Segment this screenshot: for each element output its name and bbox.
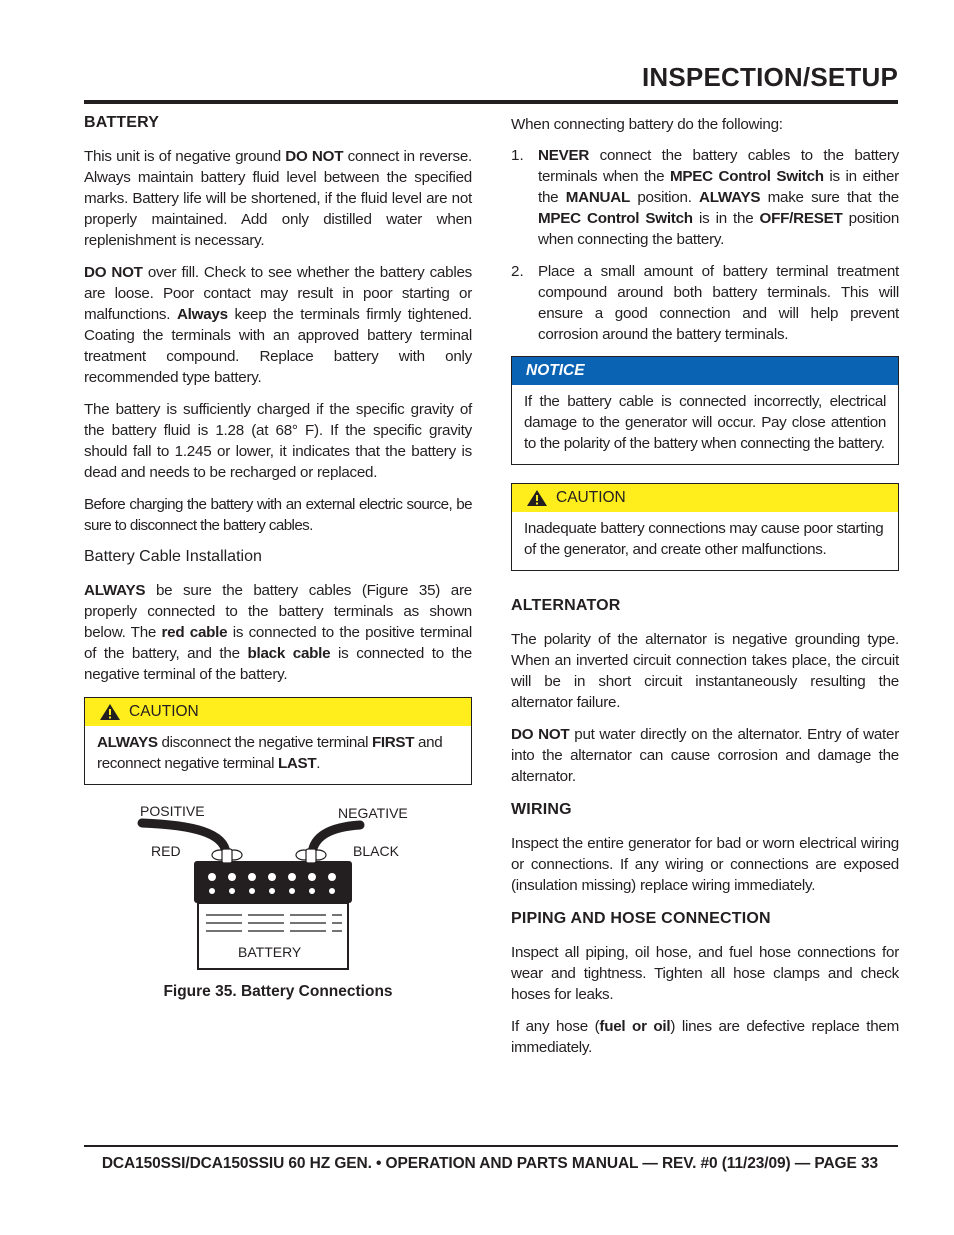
notice-label: NOTICE (526, 362, 585, 379)
figure-caption: Figure 35. Battery Connections (163, 983, 393, 1000)
battery-paragraph-1: This unit is of negative ground DO NOT connect in reverse. Always maintain battery fluid level between the specified marks. Battery life will be shortened, if the fluid level are not properly maintained. Add only distilled water when replenishment is necessary. (84, 148, 472, 249)
battery-cable-installation-heading: Battery Cable Installation (84, 548, 262, 565)
caution-box-connections (511, 483, 899, 571)
notice-text: If the battery cable is connected incorrectly, electrical damage to the generator will occur. Pay close attention to the polarity of the battery when connecting the battery. (524, 393, 886, 452)
label-black: BLACK (353, 843, 399, 859)
alternator-heading: ALTERNATOR (511, 597, 621, 614)
footer-rule (84, 1145, 898, 1147)
battery-top (194, 861, 352, 903)
battery-paragraph-2: DO NOT over fill. Check to see whether the battery cables are loose. Poor contact may result in poor starting or malfunctions. Always keep the terminals firmly tightened. Coating the terminals with an approved battery terminal treatment compound. Replace battery with only recommended type battery. (84, 264, 472, 386)
wiring-heading: WIRING (511, 801, 572, 818)
caution-text-2: Inadequate battery connections may cause poor starting of the generator, and create other malfunctions. (524, 520, 884, 558)
label-battery: BATTERY (238, 944, 302, 960)
warning-icon (99, 703, 121, 721)
alternator-paragraph-2: DO NOT put water directly on the alternator. Entry of water into the alternator can cause corrosion and damage the alternator. (511, 726, 899, 785)
caution-header-2 (512, 484, 898, 512)
battery-heading: BATTERY (84, 114, 160, 131)
wiring-paragraph: Inspect the entire generator for bad or worn electrical wiring or connections. If any wiring or connections are exposed (insulation missing) replace wiring immediately. (511, 835, 899, 894)
warning-icon (526, 489, 548, 507)
caution-body (85, 726, 471, 784)
caution-box-disconnect (84, 697, 472, 785)
piping-paragraph-1: Inspect all piping, oil hose, and fuel hose connections for wear and tightness. Tighten all hose clamps and check hoses for leaks. (511, 944, 899, 1003)
connecting-intro: When connecting battery do the following: (511, 116, 783, 133)
label-red: RED (151, 843, 181, 859)
step-1-number: 1. (511, 147, 524, 164)
piping-paragraph-2: If any hose (fuel or oil) lines are defective replace them immediately. (511, 1018, 899, 1056)
label-positive: POSITIVE (140, 803, 205, 819)
step-2-number: 2. (511, 263, 524, 280)
notice-body (512, 385, 898, 464)
step-1 (511, 145, 899, 250)
caution-header (85, 698, 471, 726)
caution-body-2 (512, 512, 898, 570)
notice-box (511, 356, 899, 465)
step-2 (511, 261, 899, 345)
step-1-text: NEVER connect the battery cables to the battery terminals when the MPEC Control Switch is in either the MANUAL position. ALWAYS make sure that the MPEC Control Switch is in the OFF/RESET position when connecting the battery. (538, 147, 900, 248)
battery-figure (84, 803, 472, 1003)
page-title: INSPECTION/SETUP (641, 62, 898, 92)
battery-diagram (124, 803, 444, 973)
caution-label: CAUTION (129, 703, 199, 720)
step-2-text: Place a small amount of battery terminal treatment compound around both battery terminals. This will ensure a good connection and will help prevent corrosion around the battery terminals. (538, 263, 899, 343)
label-negative: NEGATIVE (338, 805, 408, 821)
caution-label-2: CAUTION (556, 489, 626, 506)
piping-heading: PIPING AND HOSE CONNECTION (511, 910, 771, 927)
right-column (511, 114, 899, 1069)
left-column (84, 114, 472, 1001)
battery-paragraph-5: ALWAYS be sure the battery cables (Figure 35) are properly connected to the battery terminals as shown below. The red cable is connected to the positive terminal of the battery, and the black cable is connected to the negative terminal of the battery. (84, 582, 472, 683)
battery-paragraph-4: Before charging the battery with an external electric source, be sure to disconnect the battery cables. (84, 496, 472, 534)
battery-paragraph-3: The battery is sufficiently charged if the specific gravity of the battery fluid is 1.28 (at 68° F). If the specific gravity should fall to 1.245 or lower, it indicates that the battery is dead and needs to be recharged or replaced. (84, 401, 472, 481)
page-footer: DCA150SSI/DCA150SSIU 60 HZ GEN. • OPERATION AND PARTS MANUAL — REV. #0 (11/23/09) — PAGE 33 (101, 1155, 878, 1172)
connecting-steps (511, 145, 899, 345)
caution-text: ALWAYS disconnect the negative terminal FIRST and reconnect negative terminal LAST. (97, 734, 443, 772)
header-rule (84, 100, 898, 104)
notice-header (512, 357, 898, 385)
alternator-paragraph-1: The polarity of the alternator is negative grounding type. When an inverted circuit connection takes place, the circuit will be in short circuit instantaneously resulting the alternator failure. (511, 631, 899, 711)
